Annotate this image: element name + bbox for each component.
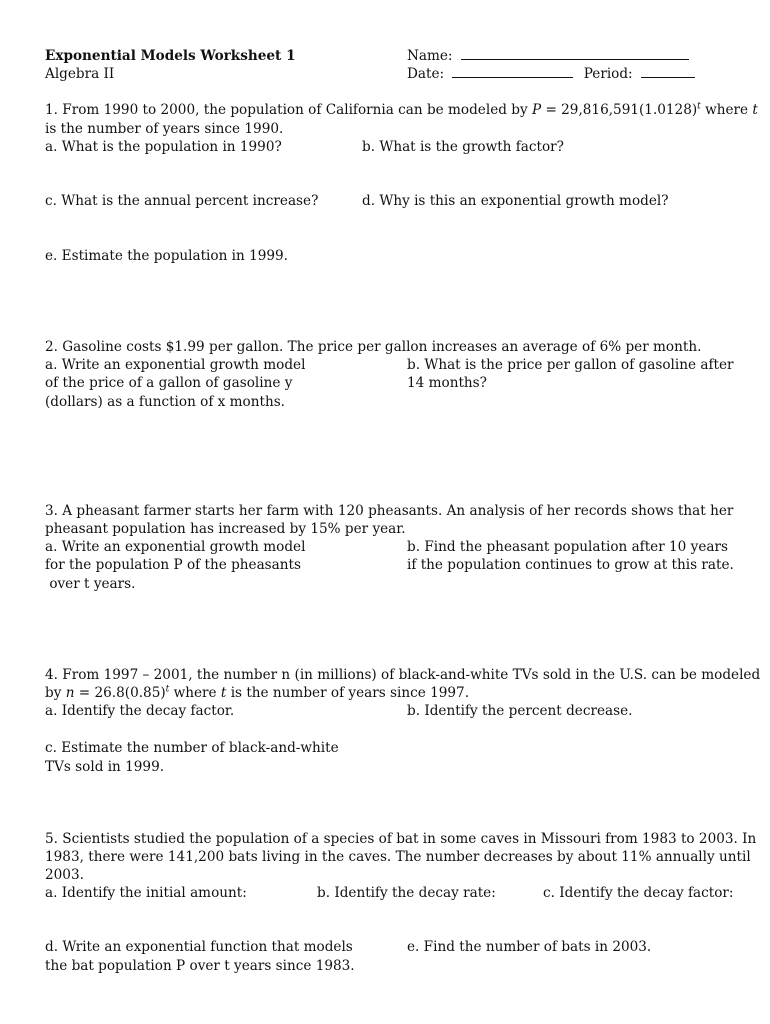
q2-part-b-line1: b. What is the price per gallon of gasoline after	[407, 357, 734, 373]
period-blank-line[interactable]	[641, 65, 695, 78]
q4-rest: is the number of years since 1997.	[226, 685, 470, 701]
q4-equation: = 26.8(0.85)	[74, 685, 166, 701]
q1-exponent: t	[697, 101, 701, 112]
q3-part-a-line2: for the population P of the pheasants	[45, 557, 301, 573]
q4-part-a: a. Identify the decay factor.	[45, 703, 235, 719]
q4-var-t: t	[220, 685, 227, 701]
q1-part-b: b. What is the growth factor?	[362, 139, 564, 155]
date-blank-line[interactable]	[452, 65, 573, 78]
q3-part-a-line1: a. Write an exponential growth model	[45, 539, 306, 555]
q3-part-b-line2: if the population continues to grow at this rate.	[407, 557, 734, 573]
q5-part-d-line1: d. Write an exponential function that models	[45, 939, 353, 955]
q1-intro-line2: is the number of years since 1990.	[45, 121, 284, 137]
q4-var-n: n	[65, 685, 75, 701]
q5-intro-line2: 1983, there were 141,200 bats living in the caves. The number decreases by about 11% annually until	[45, 849, 751, 865]
q1-part-e: e. Estimate the population in 1999.	[45, 248, 289, 264]
q1-part-d: d. Why is this an exponential growth model?	[362, 193, 669, 209]
date-period-field[interactable]	[407, 65, 695, 83]
q4-part-c-line2: TVs sold in 1999.	[45, 759, 165, 775]
q5-intro-line3: 2003.	[45, 867, 84, 883]
q1-intro-line1	[45, 101, 758, 119]
q5-intro-line1: 5. Scientists studied the population of a species of bat in some caves in Missouri from 1983 to 2003. In	[45, 831, 757, 847]
q4-where: where	[169, 685, 221, 701]
course-name: Algebra II	[45, 66, 115, 82]
q4-exponent: t	[165, 684, 170, 695]
q4-intro-line2	[45, 684, 469, 702]
name-blank-line[interactable]	[461, 47, 689, 60]
q1-equation: = 29,816,591(1.0128)	[541, 102, 698, 118]
q1-part-c: c. What is the annual percent increase?	[45, 193, 319, 209]
q4-part-c-line1: c. Estimate the number of black-and-white	[45, 740, 339, 756]
q3-intro-line2: pheasant population has increased by 15% per year.	[45, 521, 406, 537]
q5-part-b: b. Identify the decay rate:	[317, 885, 496, 901]
q2-part-a-line2: of the price of a gallon of gasoline y	[45, 375, 293, 391]
q5-part-c: c. Identify the decay factor:	[543, 885, 734, 901]
q1-part-a: a. What is the population in 1990?	[45, 139, 282, 155]
q2-part-a-line3: (dollars) as a function of x months.	[45, 394, 286, 410]
worksheet-title: Exponential Models Worksheet 1	[45, 48, 296, 64]
q3-intro-line1: 3. A pheasant farmer starts her farm with 120 pheasants. An analysis of her records shows that her	[45, 503, 734, 519]
q1-var-t: t	[752, 102, 758, 118]
q2-part-b-line2: 14 months?	[407, 375, 487, 391]
q2-part-a-line1: a. Write an exponential growth model	[45, 357, 306, 373]
q5-part-a: a. Identify the initial amount:	[45, 885, 247, 901]
q4-intro-line1: 4. From 1997 – 2001, the number n (in millions) of black-and-white TVs sold in the U.S. can be modeled	[45, 667, 761, 683]
q1-where: where	[700, 102, 753, 118]
q3-part-b-line1: b. Find the pheasant population after 10 years	[407, 539, 728, 555]
q4-part-b: b. Identify the percent decrease.	[407, 703, 633, 719]
name-label: Name:	[407, 48, 453, 64]
q4-by: by	[45, 685, 66, 701]
q5-part-e: e. Find the number of bats in 2003.	[407, 939, 652, 955]
date-label: Date:	[407, 66, 445, 82]
name-field[interactable]	[407, 47, 689, 65]
q3-part-a-line3: over t years.	[45, 576, 136, 592]
q2-intro: 2. Gasoline costs $1.99 per gallon. The price per gallon increases an average of 6% per month.	[45, 339, 702, 355]
q5-part-d-line2: the bat population P over t years since 1983.	[45, 958, 355, 974]
q1-var-p: P	[531, 102, 542, 118]
q1-intro-text: 1. From 1990 to 2000, the population of California can be modeled by	[45, 102, 532, 118]
period-label: Period:	[583, 66, 633, 82]
